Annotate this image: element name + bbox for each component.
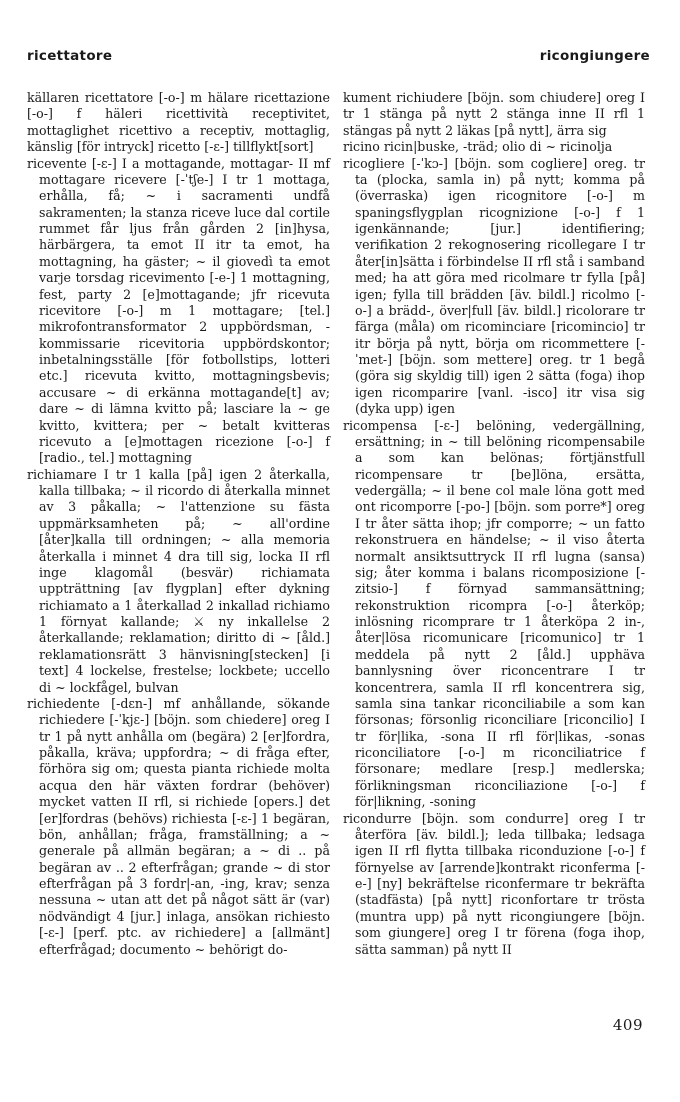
dictionary-entry: kument richiudere [böjn. som chiudere] oreg I tr 1 stänga på nytt 2 stänga inne II rfl 1 stängas på nytt 2 läkas [på nytt], ärra sig [343,90,645,138]
dictionary-entry: ricogliere [-ˈkɔ-] [böjn. som cogliere] oreg. tr ta (plocka, samla in) på nytt; komma på (överraska) igen ricognitore [-o-] m spaningsflygplan ricognizione [-o-] f 1 igenkännande; [jur.] identifiering; verifikation 2 rekognosering ricollegare I tr åter[in]sätta i förbindelse II rfl stå i samband med; ha att göra med ricolmare tr fylla [på] igen; fylla till brädden [äv. bildl.] ricolmo [-o-] a brädd-, över|full [äv. bildl.] ricolorare tr färga (måla) om ricominciare [ricomincio] tr itr börja på nytt, börja om ricommettere [-ˈmet-] [böjn. som mettere] oreg. tr 1 begå (göra sig skyldig till) igen 2 sätta (foga) ihop igen ricomparire [vanl. -isco] itr visa sig (dyka upp) igen [343,155,645,417]
left-guideword: ricettatore [27,48,113,64]
dictionary-entry: ricevente [-ɛ-] I a mottagande, mottagar- II mf mottagare ricevere [-ˈtʃe-] I tr 1 mottaga, erhålla, få; ~ i sacramenti undfå sakramenten; la stanza riceve luce dal cortile rummet får ljus från gården 2 [in]hysa, härbärgera, ta emot II itr ta emot, ha mottagning, ha gäster; ~ il giovedì ta emot varje torsdag ricevimento [-e-] 1 mottagning, fest, party 2 [e]mottagande; jfr ricevuta ricevitore [-o-] m 1 mottagare; [tel.] mikrofontransformator 2 uppbördsman, -kommissarie ricevitoria uppbördskontor; inbetalningsställe [för fotbollstips, lotteri etc.] ricevuta kvitto, mottagningsbevis; accusare ~ di erkänna mottagande[t] av; dare ~ di lämna kvitto på; lasciare la ~ ge kvitto, kvittera; per ~ betalt kvitteras ricevuto a [e]mottagen ricezione [-o-] f [radio., tel.] mottagning [27,155,330,466]
page-number: 409 [612,1016,643,1034]
dictionary-entry: källaren ricettatore [-o-] m hälare ricettazione [-o-] f häleri ricettività receptivitet, mottaglighet ricettivo a receptiv, mottaglig, känslig [för intryck] ricetto [-ɛ-] tillflykt[sort] [27,90,330,155]
dictionary-entry: ricondurre [böjn. som condurre] oreg I tr återföra [äv. bildl.]; leda tillbaka; ledsaga igen II rfl flytta tillbaka riconduzione [-o-] f förnyelse av [arrende]kontrakt riconferma [-e-] [ny] bekräftelse riconfermare tr bekräfta (stadfästa) [på nytt] riconfortare tr trösta (muntra upp) på nytt ricongiungere [böjn. som giungere] oreg I tr förena (foga ihop, sätta samman) på nytt II [343,810,645,957]
dictionary-entry: ricompensa [-ɛ-] belöning, vedergällning, ersättning; in ~ till belöning ricompensabile a som kan belönas; förtjänstfull ricompensare tr [be]löna, ersätta, vedergälla; ~ il bene col male löna gott med ont ricomporre [-po-] [böjn. som porre*] oreg I tr åter sätta ihop; jfr comporre; ~ un fatto rekonstruera en händelse; ~ il viso återta normalt ansiktsuttryck II rfl lugna (sansa) sig; åter komma i balans ricomposizione [-zitsio-] f förnyad sammansättning; rekonstruktion ricompra [-o-] återköp; inlösning ricomprare tr 1 återköpa 2 in-, åter|lösa ricomunicare [ricomunico] tr 1 meddela på nytt 2 [åld.] upphäva bannlysning över riconcentrare I tr koncentrera, samla II rfl koncentrera sig, samla sina tankar riconciliabile a som kan försonas; försonlig riconciliare [riconcilio] I tr för|lika, -sona II rfl för|likas, -sonas riconciliatore [-o-] m riconciliatrice f försonare; medlare [resp.] medlerska; förlikningsman riconciliazione [-o-] f för|likning, -soning [343,417,645,810]
right-column [343,90,645,958]
dictionary-entry: ricino ricin|buske, -träd; olio di ~ ricinolja [343,139,613,155]
dictionary-entry: richiedente [-dɛn-] mf anhållande, sökande richiedere [-ˈkjɛ-] [böjn. som chiedere] oreg I tr 1 på nytt anhålla om (begära) 2 [er]fordra, påkalla, kräva; uppfordra; ~ di fråga efter, förhöra sig om; questa pianta richiede molta acqua den här växten fordrar (behöver) mycket vatten II rfl, si richiede [opers.] det [er]fordras (behövs) richiesta [-ɛ-] 1 begäran, bön, anhållan; fråga, framställning; a ~ generale på allmän begäran; a ~ di .. på begäran av .. 2 efterfrågan; grande ~ di stor efterfrågan på 3 fordr|-an, -ing, krav; senza nessuna ~ utan att det på något sätt är (var) nödvändigt 4 [jur.] inlaga, ansökan richiesto [-ɛ-] [perf. ptc. av richiedere] a [allmänt] efterfrågad; documento ~ behörigt do- [27,695,330,957]
dictionary-entry: richiamare I tr 1 kalla [på] igen 2 återkalla, kalla tillbaka; ~ il ricordo di återkalla minnet av 3 påkalla; ~ l'attenzione su fästa uppmärksamheten på; ~ all'ordine [åter]kalla till ordningen; ~ alla memoria återkalla i minnet 4 dra till sig, locka II rfl inge klagomål (besvär) richiamata uppträttning [av flygplan] efter dykning richiamato a 1 återkallad 2 inkallad richiamo 1 förnyat kallande; ⚔ ny inkallelse 2 återkallande; reklamation; diritto di ~ [åld.] reklamationsrätt 3 hänvisning[stecken] [i text] 4 lockelse, frestelse; lockbete; uccello di ~ lockfågel, bulvan [27,466,330,695]
left-column [27,90,330,958]
running-head [27,48,650,68]
right-guideword: ricongiungere [539,48,650,64]
